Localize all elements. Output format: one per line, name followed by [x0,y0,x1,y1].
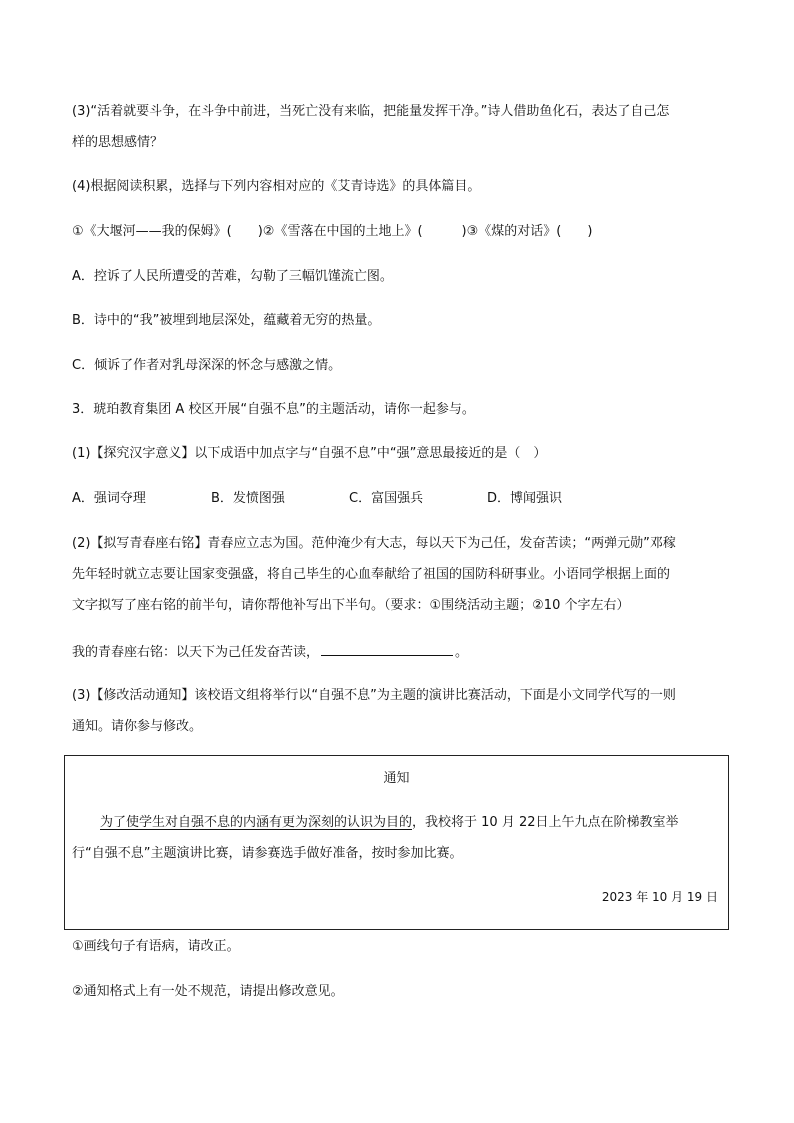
task-1: ①画线句子有语病，请改正。 [72,939,240,954]
q3-4-option-c: C．倾诉了作者对乳母深深的怀念与感激之情。 [72,358,342,373]
q3-sub1: (1)【探究汉字意义】以下成语中加点字与“自强不息”中“强”意思最接近的是（ ） [72,446,547,461]
q3-4-option-a: A．控诉了人民所遭受的苦难，勾勒了三幅饥馑流亡图。 [72,269,393,284]
motto-suffix: 。 [455,645,469,660]
choice-b: B．发愤图强 [211,491,285,506]
motto-line [72,641,468,663]
notice-line1 [100,813,679,833]
notice-line2: 行“自强不息”主题演讲比赛，请参赛选手做好准备，按时参加比赛。 [72,846,463,861]
notice-title: 通知 [383,771,410,786]
q3-sub2-line3: 文字拟写了座右铭的前半句，请你帮他补写出下半句。（要求：①围绕活动主题；②10 个字左右） [72,598,630,613]
q3-stem: 3．琥珀教育集团 A 校区开展“自强不息”的主题活动，请你一起参与。 [72,402,475,417]
motto-blank[interactable] [321,641,453,656]
notice-box [64,755,729,930]
q3-sub3-line2: 通知。请你参与修改。 [72,719,203,734]
q3-4-option-b: B．诗中的“我”被埋到地层深处，蕴藏着无穷的热量。 [72,313,381,328]
notice-date: 2023 年 10 月 19 日 [601,890,718,904]
q3-4-items: ①《大堰河——我的保姆》( )②《雪落在中国的土地上》( )③《煤的对话》( ) [72,224,593,239]
task-2: ②通知格式上有一处不规范，请提出修改意见。 [72,984,344,999]
q3-sub2-line2: 先年轻时就立志要让国家变强盛，将自己毕生的心血奉献给了祖国的国防科研事业。小语同学根据上面的 [72,567,671,582]
choice-d: D．博闻强识 [487,491,563,506]
notice-underlined-sentence: 为了使学生对自强不息的内涵有更为深刻的认识为目的 [100,815,413,830]
q3-4-stem: (4)根据阅读积累，选择与下列内容相对应的《艾青诗选》的具体篇目。 [72,179,481,194]
choice-c: C．富国强兵 [349,491,424,506]
q3-sub1-choices [72,489,732,509]
q3-sub3-line1: (3)【修改活动通知】该校语文组将举行以“自强不息”为主题的演讲比赛活动，下面是小文同学代写的一则 [72,688,676,703]
choice-a: A．强词夺理 [72,491,146,506]
q3-3-line2: 样的思想感情？ [72,135,164,150]
q3-sub2-line1: (2)【拟写青春座右铭】青春应立志为国。范仲淹少有大志，每以天下为己任，发奋苦读；“两弹元勋”邓稼 [72,536,676,551]
notice-line1-rest: ，我校将于 10 月 22日上午九点在阶梯教室举 [412,815,679,830]
motto-prefix: 我的青春座右铭：以天下为己任发奋苦读， [72,645,320,660]
q3-3-line1: (3)“活着就要斗争，在斗争中前进，当死亡没有来临，把能量发挥干净。”诗人借助鱼化石，表达了自己怎 [72,104,670,119]
